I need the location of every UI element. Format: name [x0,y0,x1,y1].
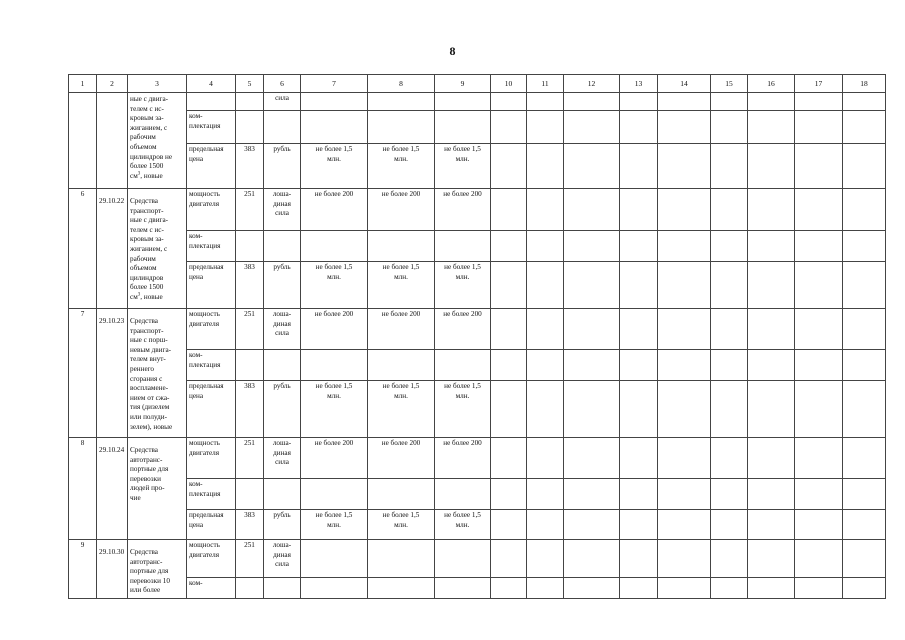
column-number: 16 [748,75,795,93]
characteristic-name: предельная цена [187,510,236,540]
characteristic-name: ком- плектация [187,350,236,381]
item-number: 8 [69,438,97,540]
okei-code [236,231,264,262]
value-col8 [368,93,435,111]
empty-cell [795,262,843,309]
value-col8: не более 1,5 млн. [368,381,435,438]
empty-cell [795,111,843,144]
unit-name: рубль [264,510,301,540]
empty-cell [564,309,620,350]
value-col8: не более 200 [368,309,435,350]
empty-cell [843,144,886,189]
empty-cell [843,578,886,599]
empty-cell [795,510,843,540]
value-col7 [301,540,368,578]
empty-cell [748,231,795,262]
empty-cell [620,479,658,510]
characteristic-name: мощность двигателя [187,438,236,479]
empty-cell [748,93,795,111]
empty-cell [711,111,748,144]
column-number: 5 [236,75,264,93]
column-numbers-row [69,75,886,93]
empty-cell [564,189,620,231]
product-name-tail: , новые [140,171,163,180]
value-col7: не более 200 [301,438,368,479]
value-col9 [435,231,491,262]
empty-cell [843,438,886,479]
empty-cell [620,93,658,111]
okpd-code: 29.10.23 [97,309,128,438]
value-col7: не более 1,5 млн. [301,262,368,309]
unit-name [264,578,301,599]
value-col8 [368,350,435,381]
empty-cell [711,438,748,479]
value-col9 [435,540,491,578]
okei-code: 251 [236,540,264,578]
value-col9: не более 1,5 млн. [435,144,491,189]
empty-cell [658,111,711,144]
table-row [69,93,886,111]
unit-name: лоша- диная сила [264,189,301,231]
table-row [69,144,886,189]
empty-cell [843,479,886,510]
empty-cell [711,93,748,111]
column-number: 8 [368,75,435,93]
product-name-text: ные с двига- телем с ис- кровым за- жиганием, с рабочим объемом цилиндров не более 1500 см [130,95,173,180]
value-col8: не более 200 [368,438,435,479]
empty-cell [564,540,620,578]
empty-cell [491,231,527,262]
empty-cell [795,578,843,599]
empty-cell [527,111,564,144]
empty-cell [711,479,748,510]
okei-code [236,479,264,510]
empty-cell [527,144,564,189]
value-col8: не более 1,5 млн. [368,262,435,309]
value-col7: не более 1,5 млн. [301,510,368,540]
empty-cell [491,262,527,309]
empty-cell [491,144,527,189]
item-number [69,93,97,189]
value-col7: не более 1,5 млн. [301,381,368,438]
item-number: 9 [69,540,97,599]
value-col8: не более 1,5 млн. [368,144,435,189]
empty-cell [564,350,620,381]
value-col9: не более 200 [435,189,491,231]
unit-name: рубль [264,144,301,189]
product-name-text: Средства транспорт- ные с двига- телем с ис- кровым за- жиганием, с рабочим объемом цилиндров более 1500 см [130,197,169,301]
empty-cell [564,111,620,144]
product-name-text: Средства автотранс- портные для перевозки 10 или более [130,548,170,595]
value-col9: не более 1,5 млн. [435,510,491,540]
value-col9: не более 200 [435,438,491,479]
empty-cell [620,189,658,231]
empty-cell [564,262,620,309]
empty-cell [527,262,564,309]
page-number: 8 [449,44,456,58]
empty-cell [620,144,658,189]
okei-code: 251 [236,189,264,231]
empty-cell [491,438,527,479]
product-name-text: Средства автотранс- портные для перевозки людей про- чие [130,446,169,502]
okpd-code: 29.10.24 [97,438,128,540]
empty-cell [658,262,711,309]
column-number: 13 [620,75,658,93]
product-name-tail: , новые [140,292,163,301]
empty-cell [527,189,564,231]
empty-cell [491,510,527,540]
empty-cell [711,262,748,309]
value-col9 [435,578,491,599]
column-number: 14 [658,75,711,93]
empty-cell [658,540,711,578]
requirements-table [68,74,886,599]
empty-cell [527,381,564,438]
column-number: 6 [264,75,301,93]
empty-cell [748,262,795,309]
empty-cell [711,231,748,262]
table-row [69,381,886,438]
empty-cell [564,144,620,189]
table-row [69,189,886,231]
empty-cell [843,350,886,381]
okei-code [236,578,264,599]
characteristic-name: ком- плектация [187,231,236,262]
characteristic-name: мощность двигателя [187,189,236,231]
value-col7 [301,479,368,510]
item-number: 7 [69,309,97,438]
value-col7 [301,111,368,144]
empty-cell [748,189,795,231]
value-col7 [301,93,368,111]
value-col9: не более 200 [435,309,491,350]
empty-cell [843,111,886,144]
empty-cell [711,578,748,599]
unit-name: лоша- диная сила [264,309,301,350]
empty-cell [527,350,564,381]
empty-cell [620,540,658,578]
empty-cell [748,540,795,578]
product-name [128,93,187,189]
empty-cell [748,309,795,350]
product-name [128,309,187,438]
okei-code: 251 [236,438,264,479]
empty-cell [795,144,843,189]
column-number: 15 [711,75,748,93]
empty-cell [564,479,620,510]
empty-cell [711,540,748,578]
unit-name [264,111,301,144]
unit-name: лоша- диная сила [264,438,301,479]
okei-code: 251 [236,309,264,350]
value-col7 [301,578,368,599]
empty-cell [620,381,658,438]
column-number: 17 [795,75,843,93]
empty-cell [843,381,886,438]
empty-cell [620,578,658,599]
empty-cell [795,350,843,381]
empty-cell [843,189,886,231]
empty-cell [795,479,843,510]
product-name-text: Средства транспорт- ные с порш- невым двига- телем внут- реннего сгорания с воспламене- нием от сжа- тия (дизелем или полуди- зелем), новые [130,317,173,431]
empty-cell [491,381,527,438]
empty-cell [527,479,564,510]
empty-cell [491,111,527,144]
empty-cell [795,438,843,479]
empty-cell [527,578,564,599]
empty-cell [748,111,795,144]
empty-cell [748,381,795,438]
empty-cell [795,231,843,262]
empty-cell [843,540,886,578]
unit-name: рубль [264,262,301,309]
empty-cell [564,510,620,540]
okei-code [236,93,264,111]
column-number: 10 [491,75,527,93]
empty-cell [843,510,886,540]
empty-cell [658,438,711,479]
empty-cell [491,189,527,231]
unit-name [264,231,301,262]
item-number: 6 [69,189,97,309]
empty-cell [748,510,795,540]
value-col9 [435,111,491,144]
empty-cell [491,93,527,111]
value-col7: не более 200 [301,309,368,350]
okei-code [236,111,264,144]
empty-cell [491,309,527,350]
table-row [69,540,886,578]
empty-cell [491,578,527,599]
characteristic-name [187,93,236,111]
column-number: 11 [527,75,564,93]
empty-cell [527,540,564,578]
empty-cell [527,93,564,111]
empty-cell [748,144,795,189]
column-number: 7 [301,75,368,93]
value-col8 [368,578,435,599]
empty-cell [711,350,748,381]
empty-cell [491,350,527,381]
okei-code [236,350,264,381]
characteristic-name: мощность двигателя [187,309,236,350]
value-col9 [435,93,491,111]
characteristic-name: предельная цена [187,262,236,309]
empty-cell [843,231,886,262]
column-number: 9 [435,75,491,93]
value-col8 [368,231,435,262]
empty-cell [527,438,564,479]
okei-code: 383 [236,144,264,189]
empty-cell [658,231,711,262]
okei-code: 383 [236,262,264,309]
empty-cell [748,438,795,479]
empty-cell [564,231,620,262]
value-col7 [301,231,368,262]
characteristic-name: ком- [187,578,236,599]
product-name [128,438,187,540]
empty-cell [795,381,843,438]
empty-cell [658,93,711,111]
column-number: 2 [97,75,128,93]
empty-cell [795,93,843,111]
empty-cell [564,381,620,438]
unit-name: сила [264,93,301,111]
empty-cell [711,381,748,438]
table-row [69,438,886,479]
value-col7: не более 200 [301,189,368,231]
value-col7: не более 1,5 млн. [301,144,368,189]
okei-code: 383 [236,381,264,438]
empty-cell [658,189,711,231]
column-number: 4 [187,75,236,93]
empty-cell [491,479,527,510]
table-row [69,309,886,350]
empty-cell [711,144,748,189]
empty-cell [658,479,711,510]
table-row [69,510,886,540]
empty-cell [795,189,843,231]
okpd-code [97,93,128,189]
characteristic-name: ком- плектация [187,111,236,144]
characteristic-name: мощность двигателя [187,540,236,578]
value-col9 [435,350,491,381]
value-col9 [435,479,491,510]
empty-cell [564,438,620,479]
empty-cell [491,540,527,578]
empty-cell [658,309,711,350]
table-row [69,231,886,262]
characteristic-name: предельная цена [187,381,236,438]
product-name [128,540,187,599]
product-name [128,189,187,309]
value-col7 [301,350,368,381]
empty-cell [527,231,564,262]
empty-cell [620,510,658,540]
empty-cell [843,93,886,111]
empty-cell [620,111,658,144]
unit-name: лоша- диная сила [264,540,301,578]
value-col8 [368,111,435,144]
table-row [69,111,886,144]
empty-cell [564,578,620,599]
product-name-superscript: 3 [137,292,141,298]
table-row [69,479,886,510]
empty-cell [748,479,795,510]
characteristic-name: предельная цена [187,144,236,189]
empty-cell [658,350,711,381]
okei-code: 383 [236,510,264,540]
empty-cell [620,231,658,262]
empty-cell [658,144,711,189]
table-row [69,262,886,309]
empty-cell [527,510,564,540]
empty-cell [620,438,658,479]
product-name-superscript: 3 [137,171,141,177]
column-number: 12 [564,75,620,93]
empty-cell [795,540,843,578]
unit-name [264,479,301,510]
empty-cell [711,189,748,231]
empty-cell [658,510,711,540]
empty-cell [564,93,620,111]
empty-cell [843,309,886,350]
value-col8 [368,479,435,510]
characteristic-name: ком- плектация [187,479,236,510]
value-col8 [368,540,435,578]
empty-cell [658,578,711,599]
column-number: 1 [69,75,97,93]
empty-cell [748,578,795,599]
unit-name [264,350,301,381]
empty-cell [620,350,658,381]
empty-cell [527,309,564,350]
column-number: 3 [128,75,187,93]
empty-cell [620,309,658,350]
value-col9: не более 1,5 млн. [435,262,491,309]
okpd-code: 29.10.30 [97,540,128,599]
table-row [69,350,886,381]
empty-cell [843,262,886,309]
column-number: 18 [843,75,886,93]
empty-cell [658,381,711,438]
empty-cell [748,350,795,381]
empty-cell [711,309,748,350]
empty-cell [620,262,658,309]
okpd-code: 29.10.22 [97,189,128,309]
value-col8: не более 200 [368,189,435,231]
empty-cell [711,510,748,540]
unit-name: рубль [264,381,301,438]
value-col9: не более 1,5 млн. [435,381,491,438]
table-row [69,578,886,599]
value-col8: не более 1,5 млн. [368,510,435,540]
empty-cell [795,309,843,350]
